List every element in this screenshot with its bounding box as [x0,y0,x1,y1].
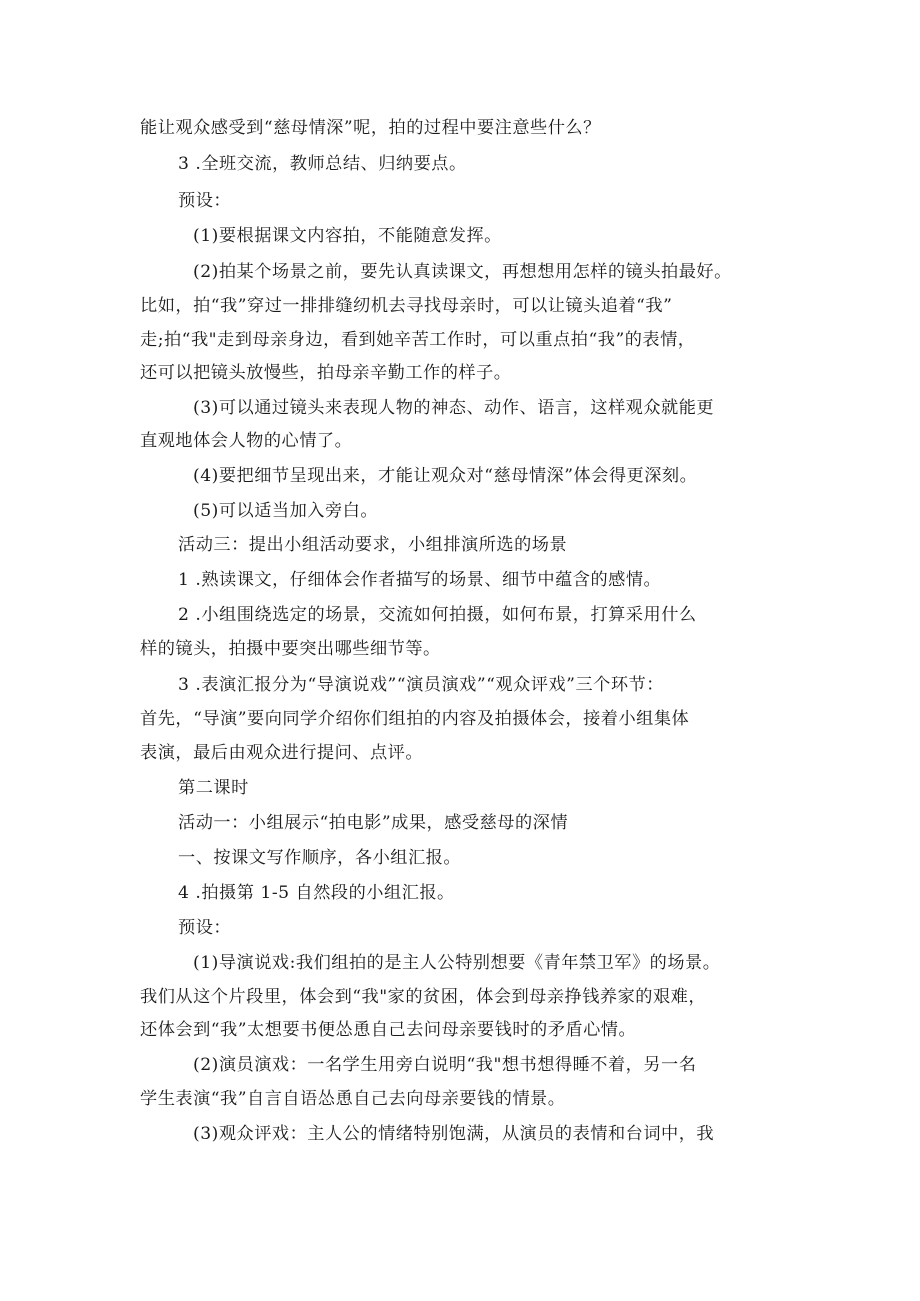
text-line-20: 第二课时 [178,778,249,798]
text-line-6: 比如，拍“我”穿过一排排缝纫机去寻找母亲时，可以让镜头追着“我” [140,296,673,316]
text-line-27: 还体会到“我”太想要书便怂恿自己去问母亲要钱时的矛盾心情。 [140,1020,637,1040]
text-line-12: (5)可以适当加入旁白。 [193,501,379,521]
text-line-16: 样的镜头，拍摄中要突出哪些细节等。 [140,639,441,659]
text-line-2: 3 .全班交流，教师总结、归纳要点。 [178,154,467,174]
text-line-5: (2)拍某个场景之前，要先认真读课文，再想想用怎样的镜头拍最好。 [193,262,732,282]
text-line-10: 直观地体会人物的心情了。 [140,431,353,451]
text-line-11: (4)要把细节呈现出来，才能让观众对“慈母情深”体会得更深刻。 [193,466,698,486]
text-line-19: 表演，最后由观众进行提问、点评。 [140,743,424,763]
text-line-9: (3)可以通过镜头来表现人物的神态、动作、语言，这样观众就能更 [193,398,715,418]
text-line-17: 3 .表演汇报分为“导演说戏”“演员演戏”“观众评戏”三个环节： [178,675,664,695]
text-line-13: 活动三：提出小组活动要求，小组排演所选的场景 [178,535,568,555]
text-line-7: 走;拍“我"走到母亲身边，看到她辛苦工作时，可以重点拍“我”的表情， [140,330,696,350]
text-line-1: 能让观众感受到“慈母情深”呢，拍的过程中要注意些什么？ [140,118,601,138]
text-line-14: 1 .熟读课文，仔细体会作者描写的场景、细节中蕴含的感情。 [178,570,662,590]
text-line-4: (1)要根据课文内容拍，不能随意发挥。 [193,226,502,246]
text-line-29: 学生表演“我”自言自语怂恿自己去向母亲要钱的情景。 [140,1089,566,1109]
text-line-25: (1)导演说戏:我们组拍的是主人公特别想要《青年禁卫军》的场景。 [193,953,721,973]
text-line-23: 4 .拍摄第 1-5 自然段的小组汇报。 [178,883,455,903]
text-line-18: 首先，“导演”要向同学介绍你们组拍的内容及拍摄体会，接着小组集体 [140,709,690,729]
text-line-3: 预设： [178,191,232,211]
text-line-30: (3)观众评戏：主人公的情绪特别饱满，从演员的表情和台词中，我 [193,1124,715,1144]
text-line-8: 还可以把镜头放慢些，拍母亲辛勤工作的样子。 [140,363,512,383]
text-line-22: 一、按课文写作顺序，各小组汇报。 [178,848,462,868]
text-line-26: 我们从这个片段里，体会到“我"家的贫困，体会到母亲挣钱养家的艰难， [140,987,707,1007]
text-line-15: 2 .小组围绕选定的场景，交流如何拍摄，如何布景，打算采用什么 [178,605,697,625]
text-line-24: 预设： [178,918,232,938]
text-line-28: (2)演员演戏：一名学生用旁白说明“我"想书想得睡不着，另一名 [193,1055,697,1075]
text-line-21: 活动一：小组展示“拍电影”成果，感受慈母的深情 [178,813,569,833]
